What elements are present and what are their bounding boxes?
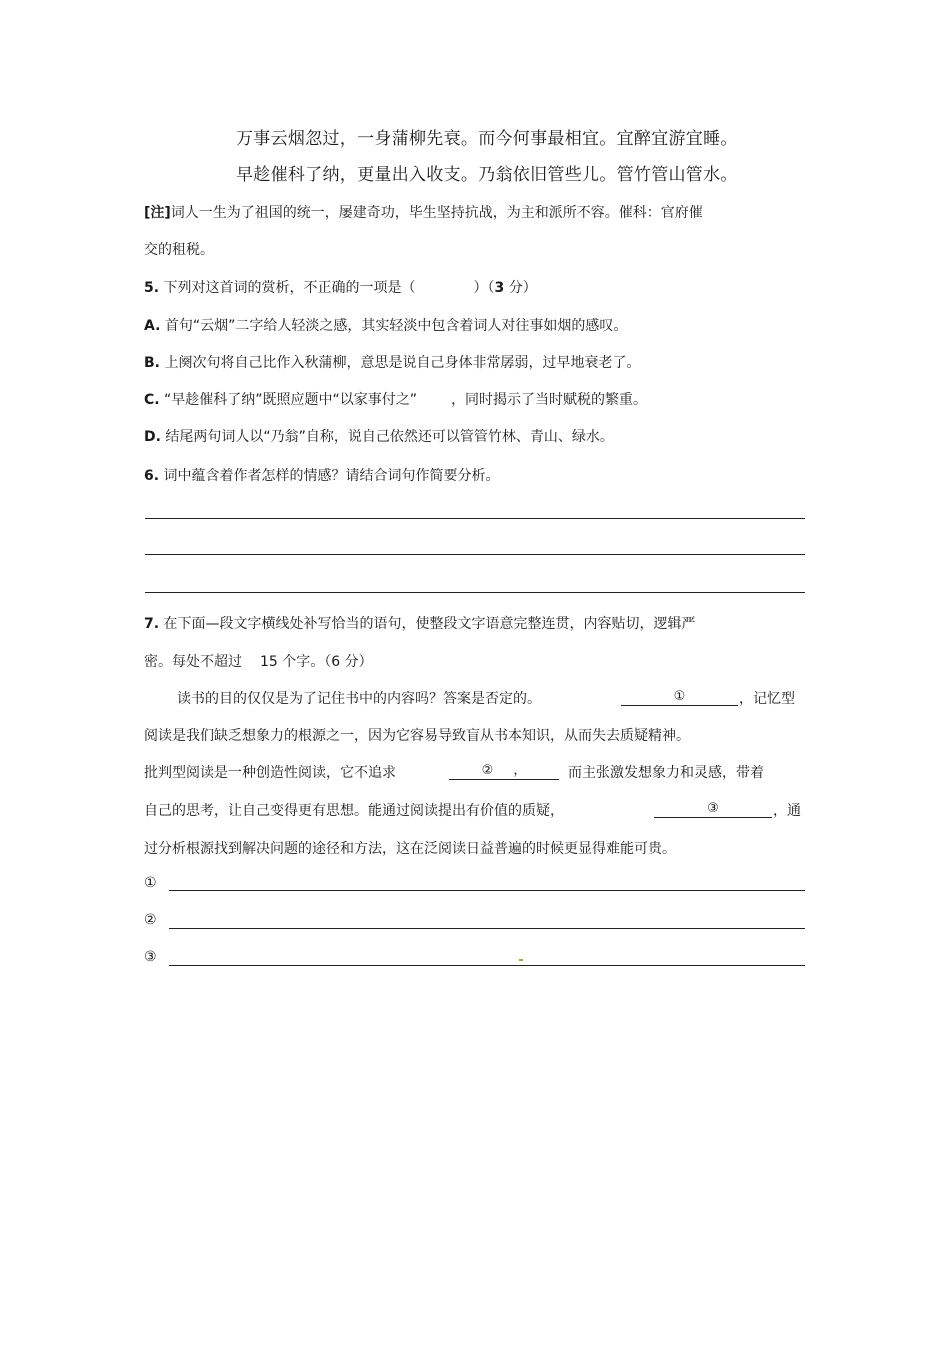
passage-line-3: 批判型阅读是一种创造性阅读，它不追求 <box>144 765 396 781</box>
passage-line-1: 读书的目的仅仅是为了记住书中的内容吗？答案是否定的。 <box>177 691 541 707</box>
question-5-stem: 5. 下列对这首词的赏析，不正确的一项是（ ）（3 分） <box>144 280 537 296</box>
option-a <box>144 315 627 335</box>
note-line-1 <box>144 202 703 222</box>
question-6-stem-text: 词中蕴含着作者怎样的情感？请结合词句作简要分析。 <box>163 468 500 484</box>
answer-line[interactable] <box>145 518 805 519</box>
answer-line-1[interactable] <box>169 890 805 891</box>
note-label: [注] <box>144 205 171 221</box>
question-7-stem-text: 在下面—段文字横线处补写恰当的语句，使整段文字语意完整连贯，内容贴切，逻辑严 <box>163 616 696 632</box>
poem-line-2: 早趁催科了纳，更量出入收支。乃翁依旧管些儿。管竹管山管水。 <box>236 165 738 185</box>
question-7-stem-2: 密。每处不超过 15 个字。（6 分） <box>144 654 373 670</box>
question-5-score: 3 <box>494 280 505 296</box>
question-5-number: 5. <box>144 280 160 296</box>
question-5-stem-text: 下列对这首词的赏析，不正确的一项是（ <box>163 280 416 296</box>
option-text-continued: ，同时揭示了当时赋税的繁重。 <box>451 392 648 408</box>
note-line-2: 交的租税。 <box>144 242 214 258</box>
option-letter: B. <box>144 355 160 371</box>
ink-speck <box>519 959 523 961</box>
option-d <box>144 426 614 446</box>
question-7-stem-1 <box>144 613 696 633</box>
poem-line-1: 万事云烟忽过，一身蒲柳先衰。而今何事最相宜。宜醉宜游宜睡。 <box>236 129 738 149</box>
option-text: 首句“云烟”二字给人轻淡之感，其实轻淡中包含着词人对往事如烟的感叹。 <box>164 318 628 334</box>
answer-number-2: ② <box>144 912 157 928</box>
passage-line-4-end: ，通 <box>773 803 801 819</box>
passage-line-3-end: 而主张激发想象力和灵感，带着 <box>568 765 764 781</box>
question-6-stem <box>144 465 500 485</box>
option-letter: C. <box>144 392 160 408</box>
option-text: 上阕次句将自己比作入秋蒲柳，意思是说自己身体非常孱弱，过早地衰老了。 <box>164 355 641 371</box>
blank-3[interactable]: ③ <box>654 801 772 818</box>
passage-line-5: 过分析根源找到解决问题的途径和方法，这在泛阅读日益普遍的时候更显得难能可贵。 <box>144 841 676 857</box>
passage-line-1-end: ，记忆型 <box>739 691 795 707</box>
answer-line[interactable] <box>145 592 805 593</box>
option-text: “早趁催科了纳”既照应题中“以家事付之” <box>164 392 418 408</box>
option-c <box>144 389 647 409</box>
option-letter: D. <box>144 429 161 445</box>
question-6-number: 6. <box>144 468 160 484</box>
option-letter: A. <box>144 318 161 334</box>
blank-2[interactable]: ② ， <box>449 763 559 780</box>
passage-line-4: 自己的思考，让自己变得更有思想。能通过阅读提出有价值的质疑， <box>144 803 564 819</box>
answer-line-2[interactable] <box>169 928 805 929</box>
question-7-number: 7. <box>144 616 160 632</box>
answer-number-3: ③ <box>144 949 157 965</box>
answer-line[interactable] <box>145 554 805 555</box>
option-text: 结尾两句词人以“乃翁”自称，说自己依然还可以管管竹林、青山、绿水。 <box>165 429 614 445</box>
option-b <box>144 352 640 372</box>
answer-number-1: ① <box>144 875 157 891</box>
word-limit: 15 <box>260 654 278 670</box>
blank-1[interactable]: ① <box>621 689 738 706</box>
passage-line-2: 阅读是我们缺乏想象力的根源之一，因为它容易导致盲从书本知识，从而失去质疑精神。 <box>144 728 690 744</box>
note-text-1: 词人一生为了祖国的统一，屡建奇功，毕生坚持抗战，为主和派所不容。催科：官府催 <box>170 205 703 221</box>
answer-line-3[interactable] <box>169 965 805 966</box>
